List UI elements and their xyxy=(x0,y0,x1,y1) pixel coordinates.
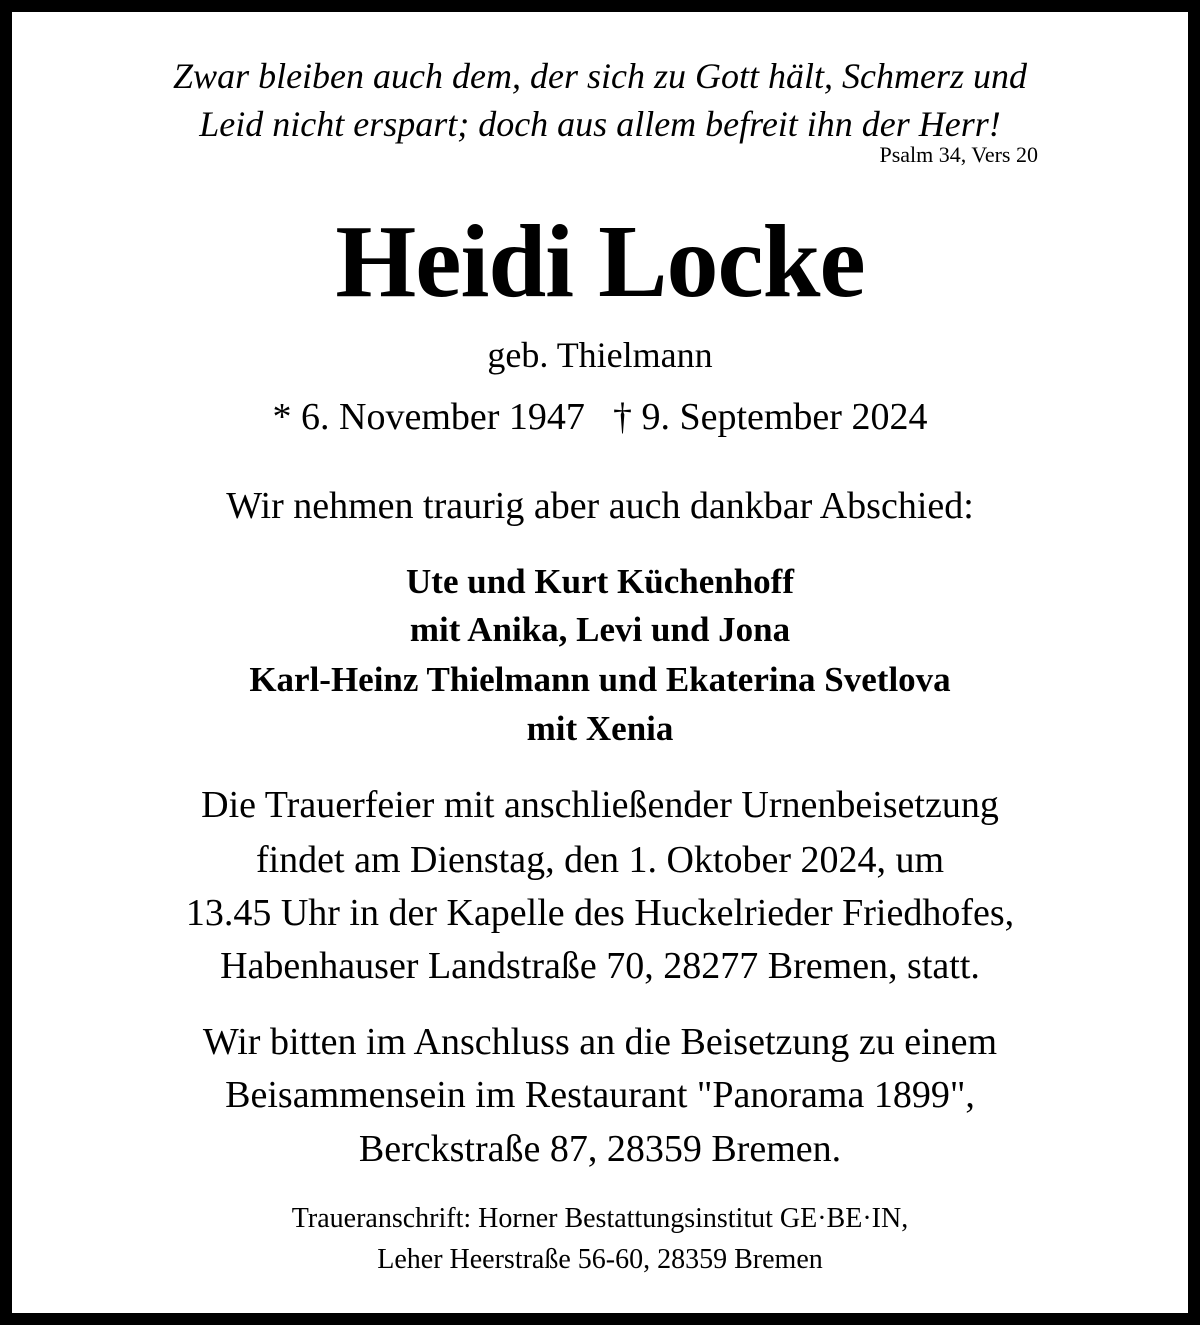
farewell-text: Wir nehmen traurig aber auch dankbar Abschied: xyxy=(226,485,974,527)
gathering-line-3: Berckstraße 87, 28359 Bremen. xyxy=(358,1128,842,1170)
family-line-3: Karl-Heinz Thielmann und Ekaterina Svetlova xyxy=(249,660,951,699)
verse-reference: Psalm 34, Vers 20 xyxy=(879,142,1038,167)
deceased-name: Heidi Locke xyxy=(335,204,865,319)
mourning-address-line-1: Traueranschrift: Horner Bestattungsinstitut GE·BE·IN, xyxy=(291,1203,909,1234)
mourning-address-line-2: Leher Heerstraße 56-60, 28359 Bremen xyxy=(377,1244,823,1275)
family-line-4: mit Xenia xyxy=(526,709,674,748)
death-date: † 9. September 2024 xyxy=(612,396,928,438)
ceremony-line-4: Habenhauser Landstraße 70, 28277 Bremen, statt. xyxy=(220,945,980,987)
ceremony-line-1: Die Trauerfeier mit anschließender Urnenbeisetzung xyxy=(201,784,999,826)
family-line-1: Ute und Kurt Küchenhoff xyxy=(406,562,794,601)
family-line-2: mit Anika, Levi und Jona xyxy=(409,610,791,649)
birth-date: * 6. November 1947 xyxy=(272,396,585,438)
birth-name: geb. Thielmann xyxy=(487,335,713,375)
ceremony-line-3: 13.45 Uhr in der Kapelle des Huckelrieder Friedhofes, xyxy=(185,892,1015,934)
verse-line-1: Zwar bleiben auch dem, der sich zu Gott hält, Schmerz und xyxy=(173,56,1027,96)
gathering-line-2: Beisammensein im Restaurant "Panorama 1899", xyxy=(225,1074,975,1116)
ceremony-line-2: findet am Dienstag, den 1. Oktober 2024, um xyxy=(255,839,945,881)
gathering-line-1: Wir bitten im Anschluss an die Beisetzung zu einem xyxy=(202,1021,998,1063)
life-dates xyxy=(12,398,1188,436)
verse-line-2: Leid nicht erspart; doch aus allem befreit ihn der Herr! xyxy=(199,104,1001,144)
